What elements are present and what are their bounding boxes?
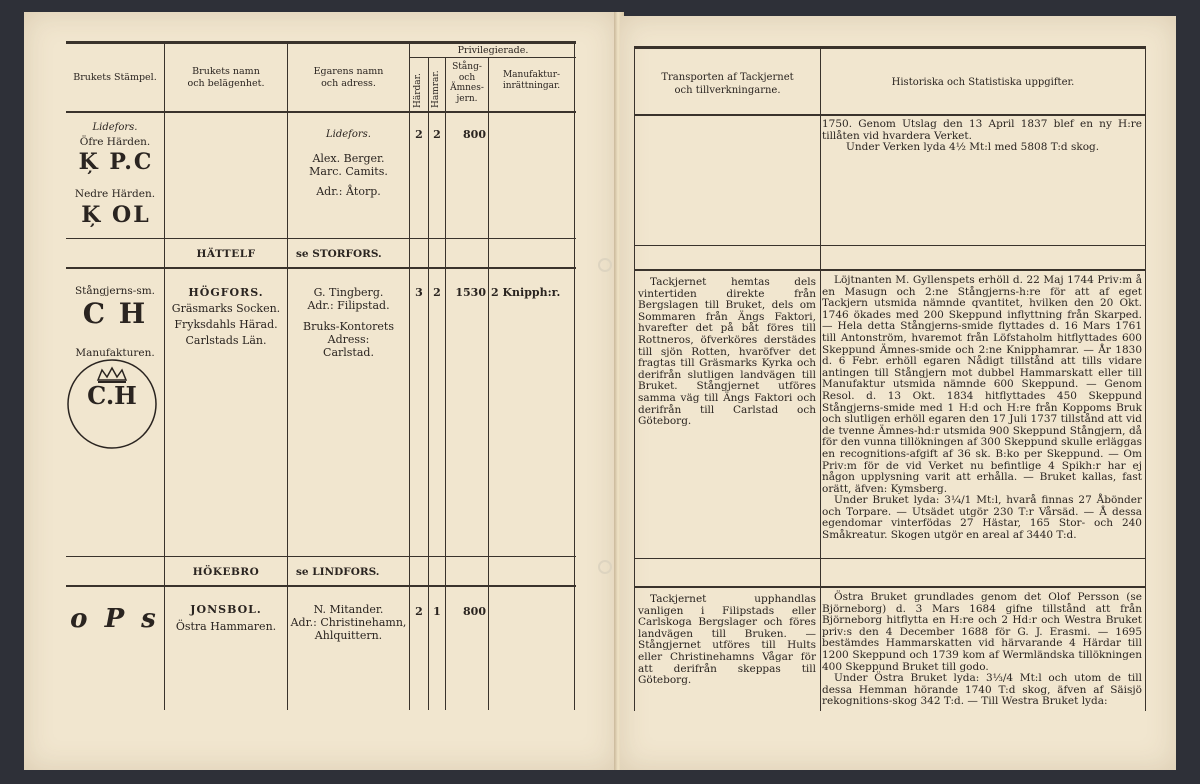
header-stamp: Brukets Stämpel. [73,72,157,83]
history-block-2: Löjtnanten M. Gyllenspets erhöll d. 22 Maj 1744 Priv:m å en Masugn och 2:ne Stångjerns-h:re för att af eget Tackjern utsmida nämnde qvantitet, hvilken den 20 Okt. 1746 ökades med 200 Skeppund inflyttning från Skarped. — Hela detta Stångjerns-smide flyttades d. 16 Mars 1761 till Antonström, hvaremot från Löfstaholm hitflyttades 600 Skeppund Ämnes-smide och 2:ne Knipphamrar. — År 1830 d. 6 Febr. erhöll egaren Nådigt tillstånd att tills vidare antingen till Stångjern mot dubbel Hammarskatt eller till Manufaktur utsmida nämnde 600 Skeppund. — Genom Resol. d. 13 Okt. 1834 hitflyttades 450 Skeppund Stångjerns-smide med 1 H:d och H:re från Koppoms Bruk och slutligen erhöll egaren den 17 Juli 1737 tillstånd att vid de tvenne Ämnes-hd:r utsmida 900 Skeppund Stångjern, då för den vunna tillökningen af 300 Skeppund skulle erläggas en recognitions-afgift af 36 sk. B:ko per Skeppund. — Om Priv:m för de vid Verket nu befintlige 4 Spikh:r har ej någon upplysning varit att erhålla. — Bruket kallas, fast orätt, äfven: Kymsberg. Under Bruket lyda: 3¼/1 Mt:l, hvarå finnas 27 Åbönder och Torpare. — Utsädet utgör 230 T:r Vårsäd. — Å dessa egendomar vinterfödas 27 Hästar, 165 Stor- och 240 Småkreatur. Skogen utgör en areal af 3440 T:d. [822,274,1142,542]
row3-owner-3: Ahlquittern. [314,629,383,642]
header-privileged: Privilegierade. [457,45,529,56]
binding-thread-icon [598,560,612,574]
row3-owner-1: N. Mitander. [313,603,384,616]
row2-stamp-label: Stångjerns-sm. [74,285,156,297]
row2-jern: 1530 [455,286,486,299]
header-owner: Egarens namn och adress. [313,66,384,89]
row2-name-1: HÖGFORS. [188,286,264,299]
header-history: Historiska och Statistiska uppgifter. [891,77,1075,88]
row2-name-3: Fryksdahls Härad. [174,318,278,331]
history-block-1: 1750. Genom Utslag den 13 April 1837 blef en ny H:re tillåten vid hvardera Verket. Under Verken lyda 4½ Mt:l med 5808 T:d skog. [822,118,1142,154]
row2-hamrar: 2 [433,286,441,299]
row1-hardar: 2 [415,128,423,141]
row2-manufaktur: 2 Knipph:r. [491,286,561,299]
section2-right: se LINDFORS. [296,566,380,578]
row1-place: Lidefors. [92,122,138,133]
header-manufaktur: Manufaktur- inrättningar. [502,70,561,91]
row3-name-1: JONSBOL. [190,603,262,616]
row2-owner-2: Adr.: Filipstad. [307,299,390,312]
row3-hardar: 2 [415,605,423,618]
row2-owner-3: Bruks-Kontorets [303,320,394,333]
header-hamrar: Hamrar. [431,70,441,108]
row2-name-2: Gräsmarks Socken. [171,302,281,315]
row3-name-2: Östra Hammaren. [175,620,277,633]
row1-owner-1: Alex. Berger. [312,152,385,165]
row1-hamrar: 2 [433,128,441,141]
binding-thread-icon [598,258,612,272]
header-name: Brukets namn och belägenhet. [187,66,265,89]
row1-lower-hearth: Nedre Härden. [74,188,156,200]
row1-mark-1: K̦ P.C [78,149,154,175]
row2-name-4: Carlstads Län. [185,334,267,347]
row3-hamrar: 1 [433,605,441,618]
row1-upper-hearth: Öfre Härden. [79,136,151,148]
header-hardar: Härdar. [413,73,423,108]
row1-owner-place: Lidefors. [326,129,371,140]
section1-right: se STORFORS. [296,248,382,260]
row1-owner-2: Marc. Camits. [309,165,388,178]
history-block-3: Östra Bruket grundlades genom det Olof Persson (se Björneborg) d. 3 Mars 1684 gifne tillstånd att från Björneborg hitflytta en H:re och 2 Hd:r och Westra Bruket priv:s den 4 December 1688 för G. J. Erasmi. — 1695 bestämdes Hammarskatten vid härvarande 4 Härdar till 1200 Skeppund och 1739 kom af Wermländska tillökningen 400 Skeppund Bruket till godo. Under Östra Bruket lyda: 3⅓/4 Mt:l och utom de till dessa Hemman hörande 1740 T:d skog, äfven af Säisjö rekognitions-skog 342 T:d. — Till Westra Bruket lyda: [822,591,1142,708]
row2-owner-1: G. Tingberg. [313,286,384,299]
row3-mark: o P s [70,604,160,634]
row2-hardar: 3 [415,286,423,299]
row1-owner-address: Adr.: Åtorp. [316,185,381,198]
row2-owner-4: Adress: [327,333,370,346]
row3-jern: 800 [463,605,486,618]
transport-block-2: Tackjernet hemtas dels vintertiden direkte från Bergslagen till Bruket, dels om Sommaren från Ängs Faktori, hvarefter det på båt föres till Rottneros, öfverköres derstädes till sjön Rotten, hvaröfver det fragtas till Gräsmarks Kyrka och derifrån slutligen landvägen till Bruket. Stångjernet utföres samma väg till Ängs Faktori och derifrån till Carlstad och Göteborg. [638,276,816,428]
header-transport: Transporten af Tackjernet och tillverkningarne. [661,72,794,96]
row2-owner-5: Carlstad. [323,346,374,359]
header-stang: Stång- och Ämnes- jern. [450,62,484,104]
transport-block-3: Tackjernet upphandlas vanligen i Filipstads eller Carlskoga Bergslager och föres landvägen till Bruken. — Stångjernet utföres till Hults eller Christinehamns Vågar för att derifrån skeppas till Göteborg. [638,593,816,687]
row3-owner-2: Adr.: Christinehamn, [290,616,407,629]
row1-jern: 800 [463,128,486,141]
section2-left: HÖKEBRO [192,566,260,578]
row1-mark-2: K̦ OL [81,202,151,228]
row2-manuf-label: Manufakturen. [75,347,155,359]
row2-mark-1: C H [82,297,148,330]
section1-left: HÄTTELF [196,248,256,260]
row2-mark-2: C.H [87,381,137,410]
